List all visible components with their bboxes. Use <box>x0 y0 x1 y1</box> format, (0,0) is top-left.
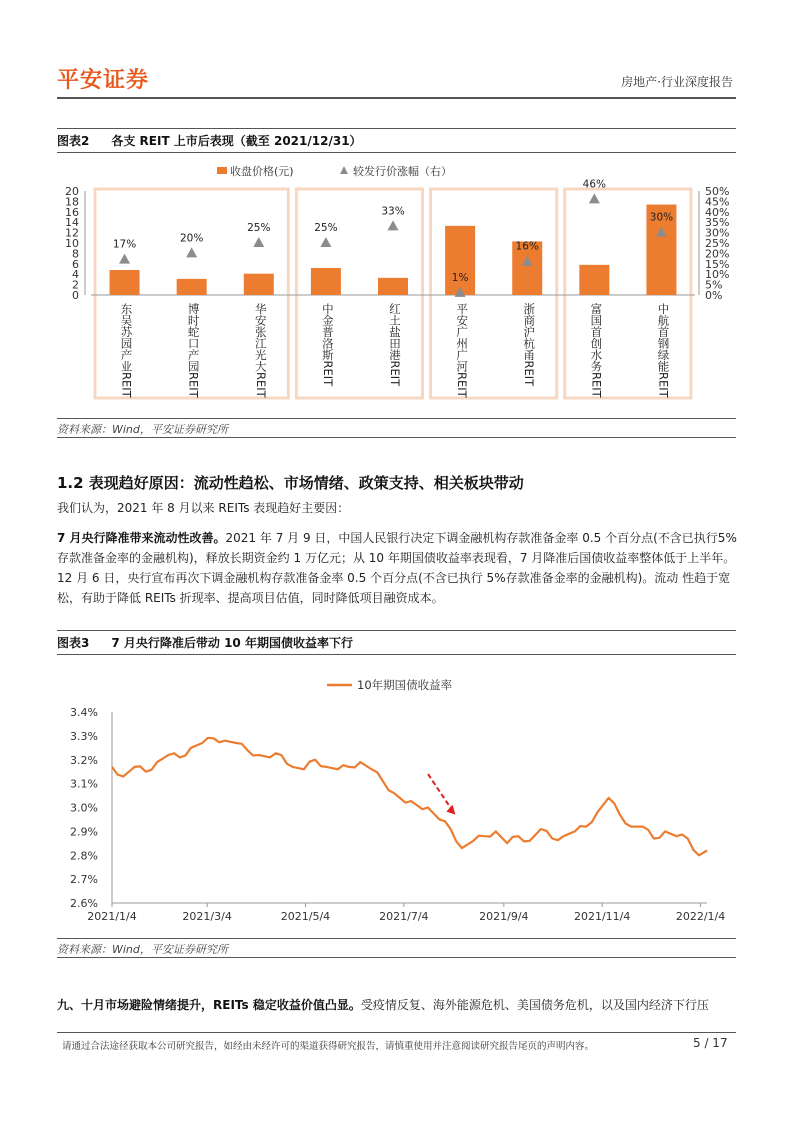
figure3-bottom-rule <box>57 938 736 939</box>
bar-close-price <box>110 270 140 295</box>
x-tick-label: 2021/1/4 <box>87 910 137 923</box>
category-label: 红土盐田港REIT <box>388 303 402 387</box>
y2-tick-label: 35% <box>705 216 730 230</box>
rise-label: 25% <box>247 222 271 234</box>
figure3-source-rule <box>57 957 736 958</box>
y-tick-label: 20 <box>65 185 79 198</box>
y-tick-label: 0 <box>72 289 79 302</box>
figure2-chart <box>57 156 736 411</box>
legend-label-bar: 收盘价格(元) <box>230 165 294 178</box>
bottom-body: 受疫情反复、海外能源危机、美国债务危机，以及国内经济下行压 <box>360 998 709 1012</box>
legend-marker-rise <box>340 166 348 174</box>
category-label: 东吴苏园产业REIT <box>119 303 134 398</box>
y-tick-label: 8 <box>72 247 79 261</box>
y2-tick-label: 50% <box>705 185 730 198</box>
figure3-chart <box>57 664 736 934</box>
category-label: 平安广州广河REIT <box>455 303 470 398</box>
bar-close-price <box>579 265 609 295</box>
footer-disclaimer: 请通过合法途径获取本公司研究报告，如经由未经许可的渠道获得研究报告，请慎重使用并注意阅读研究报告尾页的声明内容。 <box>62 1041 595 1052</box>
figure2-label: 图表2 <box>57 134 90 148</box>
figure3-title-row <box>57 634 353 651</box>
y2-tick-label: 0% <box>705 289 723 302</box>
rise-label: 17% <box>112 238 137 251</box>
legend-swatch-bar <box>217 167 227 174</box>
page-number: 5 / 17 <box>693 1036 728 1050</box>
y2-tick-label: 45% <box>705 195 730 209</box>
footer-rule <box>57 1032 736 1033</box>
x-tick-label: 2021/7/4 <box>379 910 429 923</box>
annotation-arrow <box>428 774 452 811</box>
category-label: 华安张江光大REIT <box>253 303 268 398</box>
paragraph-body: 2021 年 7 月 9 日，中国人民银行决定下调金融机构存款准备金率 0.5 个百分点(不含已执行5%存款准备金率的金融机构)，释放长期资金约 1 万亿元；从 10 年期国债收益率表现看，7 月降准后国债收益率整体低于上半年。12 月 6 日，央行宣布再次下调金融机构存款准备金率 0.5 个百分点(不含已执行 5%存款准备金率的金融机构)。流动 性趋于宽松，有助于降低 REITs 折现率、提高项目估值，同时降低项目融资成本。 <box>57 531 737 605</box>
section-heading: 1.2 表现趋好原因：流动性趋松、市场情绪、政策支持、相关板块带动 <box>57 474 524 492</box>
x-tick-label: 2021/11/4 <box>573 910 631 923</box>
y2-tick-label: 10% <box>705 268 730 282</box>
x-tick-label: 2021/9/4 <box>479 910 529 923</box>
rise-label: 20% <box>179 232 204 245</box>
bar-close-price <box>177 279 207 295</box>
y2-tick-label: 20% <box>705 247 730 261</box>
annotation-arrowhead <box>446 805 455 815</box>
x-tick-label: 2021/3/4 <box>182 910 232 923</box>
rise-label: 33% <box>381 205 405 218</box>
y-tick-label: 14 <box>65 216 79 230</box>
figure2-bottom-rule <box>57 418 736 419</box>
figure2-title-row <box>57 132 362 149</box>
y-tick-label: 3.2% <box>70 753 98 767</box>
bar-close-price <box>445 226 475 295</box>
y-tick-label: 2.9% <box>70 825 98 839</box>
x-tick-label: 2022/1/4 <box>675 910 726 923</box>
y2-tick-label: 30% <box>705 226 730 240</box>
y-tick-label: 6 <box>72 257 79 271</box>
x-tick-label: 2021/5/4 <box>280 910 331 923</box>
report-type: 房地产·行业深度报告 <box>621 75 733 89</box>
marker-rise <box>253 237 264 247</box>
figure2-title: 各支 REIT 上市后表现（截至 2021/12/31） <box>111 134 362 148</box>
header-rule <box>57 97 736 99</box>
bar-close-price <box>378 278 408 295</box>
rise-label: 16% <box>515 240 539 253</box>
y2-tick-label: 40% <box>705 205 730 219</box>
y2-tick-label: 25% <box>705 237 730 250</box>
y-tick-label: 2.8% <box>70 849 98 863</box>
y-tick-label: 3.1% <box>70 777 98 791</box>
y-tick-label: 2.6% <box>70 897 98 910</box>
rise-label: 1% <box>451 271 469 284</box>
marker-rise <box>320 237 331 247</box>
figure2-top-rule <box>57 128 736 129</box>
y-tick-label: 2.7% <box>70 873 98 887</box>
category-label: 中航首钢绿能REIT <box>656 303 671 398</box>
category-label: 浙商沪杭甬REIT <box>522 303 537 387</box>
bottom-lead: 九、十月市场避险情绪提升，REITs 稳定收益价值凸显。 <box>57 998 361 1012</box>
y-tick-label: 12 <box>65 226 79 240</box>
figure3-source: 资料来源：Wind，平安证券研究所 <box>57 943 228 956</box>
figure2-title-rule <box>57 152 736 153</box>
bottom-paragraph <box>57 995 747 1015</box>
y-tick-label: 4 <box>72 268 79 282</box>
yield-line <box>112 738 707 856</box>
y-tick-label: 18 <box>65 195 79 209</box>
y-tick-label: 2 <box>72 278 79 292</box>
rise-label: 46% <box>582 178 607 191</box>
y-tick-label: 3.4% <box>70 706 98 719</box>
bar-close-price <box>311 268 341 295</box>
y-tick-label: 3.3% <box>70 729 98 743</box>
category-label: 中金普洛斯REIT <box>320 303 335 387</box>
paragraph-lead: 7 月央行降准带来流动性改善。 <box>57 531 226 545</box>
section-intro: 我们认为，2021 年 8 月以来 REITs 表现趋好主要因： <box>57 501 350 515</box>
y-tick-label: 16 <box>65 205 79 219</box>
y-tick-label: 10 <box>65 237 79 250</box>
marker-rise <box>388 220 399 230</box>
category-label: 富国首创水务REIT <box>589 303 604 398</box>
y2-tick-label: 15% <box>705 257 730 271</box>
figure3-label: 图表3 <box>57 636 90 650</box>
bar-close-price <box>244 274 274 295</box>
figure3-title-rule <box>57 654 736 655</box>
figure3-top-rule <box>57 630 736 631</box>
rise-label: 25% <box>314 222 338 234</box>
figure2-source: 资料来源：Wind，平安证券研究所 <box>57 423 228 436</box>
brand-logo: 平安证券 <box>57 68 150 93</box>
y2-tick-label: 5% <box>705 278 723 292</box>
legend-label-yield: 10年期国债收益率 <box>357 678 453 692</box>
rise-label: 30% <box>649 211 674 224</box>
marker-rise <box>589 193 600 203</box>
figure3-title: 7 月央行降准后带动 10 年期国债收益率下行 <box>111 636 353 650</box>
marker-rise <box>119 254 130 264</box>
category-label: 博时蛇口产园REIT <box>186 303 201 398</box>
figure2-source-rule <box>57 437 736 438</box>
y-tick-label: 3.0% <box>70 801 98 815</box>
marker-rise <box>186 247 197 257</box>
legend-label-rise: 较发行价涨幅（右） <box>353 165 452 178</box>
section-paragraph <box>57 528 739 608</box>
